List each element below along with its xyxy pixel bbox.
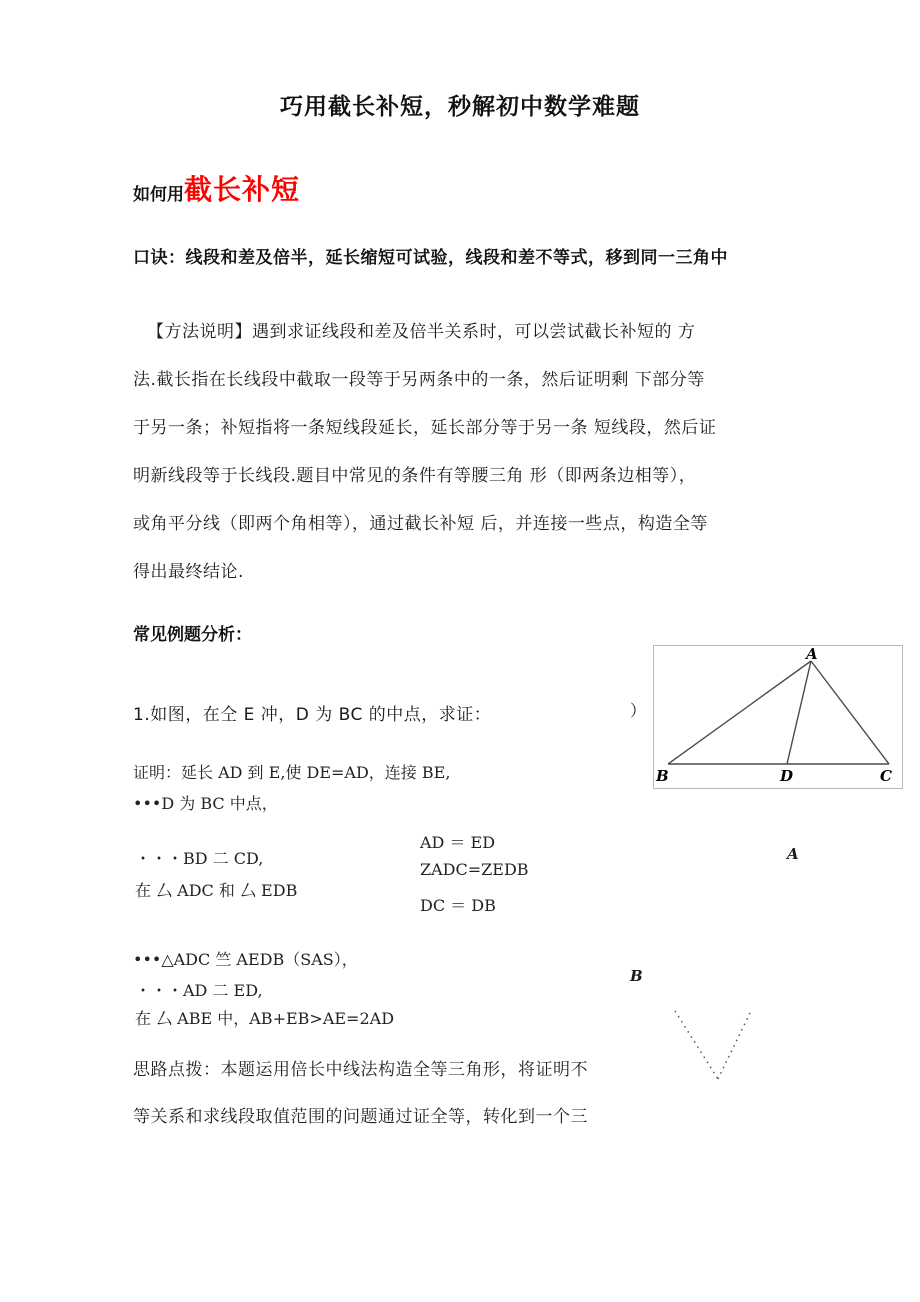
triangle-side-ac	[811, 661, 889, 764]
method-line: 【方法说明】遇到求证线段和差及倍半关系时，可以尝试截长补短的 方	[147, 322, 696, 342]
proof-line: •••△ADC 竺 AEDB（SAS），	[133, 950, 358, 969]
proof-line: 在 厶 ABE 中，AB+EB>AE=2AD	[135, 1009, 395, 1028]
howto-highlight: 截长补短	[184, 173, 301, 206]
dotted-line-left	[675, 1011, 718, 1079]
vertex-label-a: A	[806, 646, 818, 663]
note-line: 等关系和求线段取值范围的问题通过证全等，转化到一个三	[133, 1107, 588, 1127]
method-line: 明新线段等于长线段.题目中常见的条件有等腰三角 形（即两条边相等），	[133, 466, 697, 486]
equation-line: AD ＝ ED	[420, 833, 496, 852]
dotted-v-figure	[660, 1003, 760, 1088]
equation-line: ZADC=ZEDB	[420, 860, 529, 879]
proof-line: ・・・AD 二 ED,	[135, 981, 263, 1000]
triangle-figure-svg	[654, 646, 902, 788]
note-line: 思路点拨：本题运用倍长中线法构造全等三角形，将证明不	[133, 1060, 588, 1080]
vertex-label-c: C	[880, 767, 892, 785]
dotted-line-right	[718, 1013, 750, 1079]
proof-line: 证明：延长 AD 到 E,使 DE=AD，连接 BE,	[133, 763, 451, 782]
triangle-figure	[653, 645, 903, 789]
vertex-label-d: D	[780, 767, 794, 785]
proof-line: ・・・BD 二 CD,	[135, 849, 264, 868]
vertex-label-b: B	[656, 767, 669, 785]
howto-heading	[133, 168, 300, 208]
howto-prefix: 如何用	[133, 185, 184, 205]
figure2-label-b: B	[630, 967, 643, 985]
problem-paren: ）	[630, 701, 647, 720]
proof-line: 在 厶 ADC 和 厶 EDB	[135, 881, 298, 900]
equation-line: DC ＝ DB	[420, 896, 496, 915]
mnemonic-line: 口诀：线段和差及倍半，延长缩短可试验，线段和差不等式，移到同一三角中	[133, 248, 728, 268]
method-line: 于另一条；补短指将一条短线段延长，延长部分等于另一条 短线段，然后证	[133, 418, 717, 438]
proof-line: •••D 为 BC 中点，	[133, 794, 278, 813]
method-line: 或角平分线（即两个角相等），通过截长补短 后，并连接一些点，构造全等	[133, 514, 708, 534]
problem-statement: 1.如图，在仝 E 冲，D 为 BC 的中点，求证：	[133, 705, 492, 725]
method-line: 法.截长指在长线段中截取一段等于另两条中的一条，然后证明剩 下部分等	[133, 370, 705, 390]
method-line: 得出最终结论.	[133, 562, 244, 582]
examples-heading: 常见例题分析：	[133, 625, 252, 645]
page-title: 巧用截长补短，秒解初中数学难题	[280, 94, 640, 120]
figure2-label-a: A	[787, 845, 799, 863]
method-paragraph	[133, 308, 803, 596]
triangle-side-ba	[668, 661, 811, 764]
